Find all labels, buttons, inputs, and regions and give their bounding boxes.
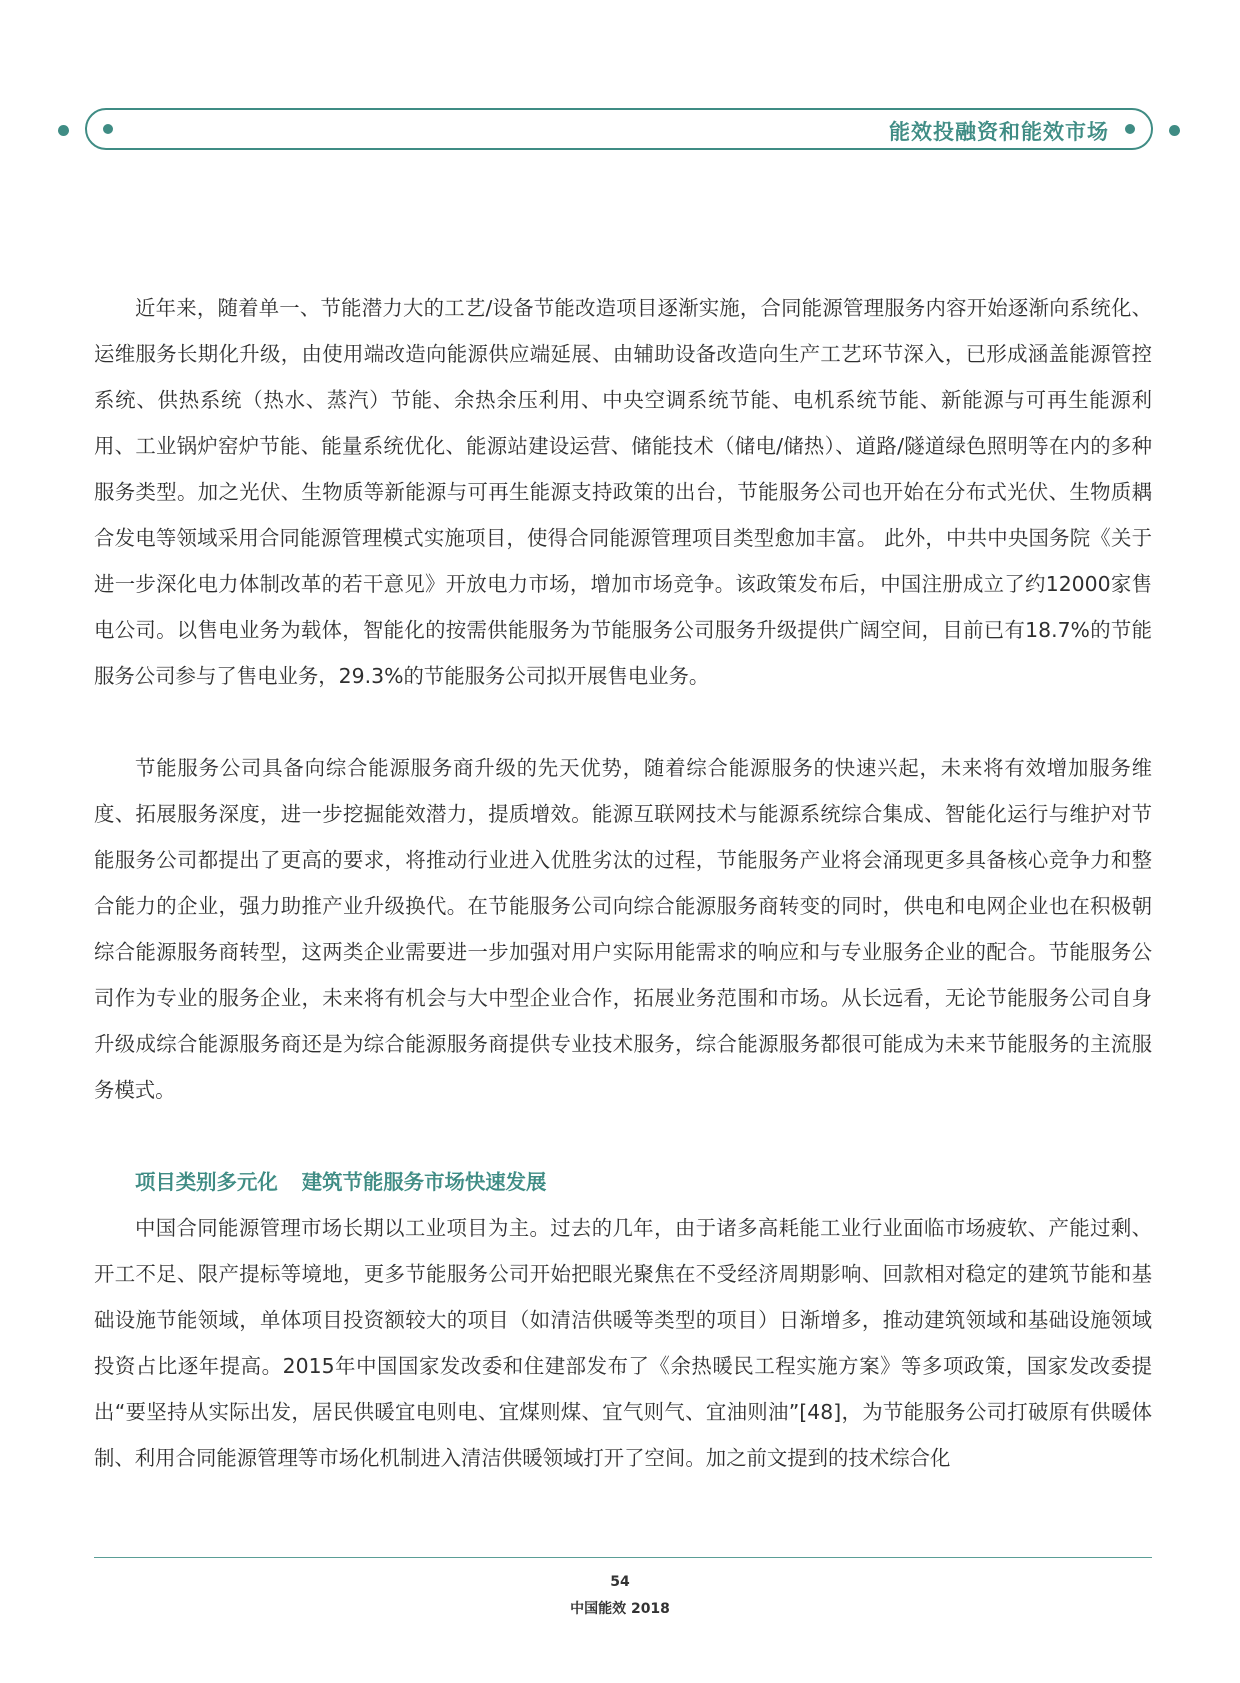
section-heading-part-2: 建筑节能服务市场快速发展	[301, 1170, 547, 1194]
page-body	[94, 285, 1152, 1481]
header-left-dot-icon	[58, 125, 69, 136]
header-pill	[85, 108, 1153, 150]
paragraph-2: 节能服务公司具备向综合能源服务商升级的先天优势，随着综合能源服务的快速兴起，未来将有效增加服务维度、拓展服务深度，进一步挖掘能效潜力，提质增效。能源互联网技术与能源系统综合集成、智能化运行与维护对节能服务公司都提出了更高的要求，将推动行业进入优胜劣汰的过程，节能服务产业将会涌现更多具备核心竞争力和整合能力的企业，强力助推产业升级换代。在节能服务公司向综合能源服务商转变的同时，供电和电网企业也在积极朝综合能源服务商转型，这两类企业需要进一步加强对用户实际用能需求的响应和与专业服务企业的配合。节能服务公司作为专业的服务企业，未来将有机会与大中型企业合作，拓展业务范围和市场。从长远看，无论节能服务公司自身升级成综合能源服务商还是为综合能源服务商提供专业技术服务，综合能源服务都很可能成为未来节能服务的主流服务模式。	[94, 756, 1152, 1102]
section-heading-part-1: 项目类别多元化	[135, 1170, 278, 1194]
footer-divider	[94, 1557, 1152, 1558]
header-inner-right-dot-icon	[1125, 124, 1135, 134]
paragraph-spacer	[94, 1113, 1152, 1159]
paragraph-spacer	[94, 699, 1152, 745]
header-inner-left-dot-icon	[103, 124, 113, 134]
header-title: 能效投融资和能效市场	[889, 120, 1109, 144]
page-header	[58, 108, 1180, 154]
paragraph-1: 近年来，随着单一、节能潜力大的工艺/设备节能改造项目逐渐实施，合同能源管理服务内容开始逐渐向系统化、运维服务长期化升级，由使用端改造向能源供应端延展、由辅助设备改造向生产工艺环节深入，已形成涵盖能源管控系统、供热系统（热水、蒸汽）节能、余热余压利用、中央空调系统节能、电机系统节能、新能源与可再生能源利用、工业锅炉窑炉节能、能量系统优化、能源站建设运营、储能技术（储电/储热）、道路/隧道绿色照明等在内的多种服务类型。加之光伏、生物质等新能源与可再生能源支持政策的出台，节能服务公司也开始在分布式光伏、生物质耦合发电等领域采用合同能源管理模式实施项目，使得合同能源管理项目类型愈加丰富。 此外，中共中央国务院《关于进一步深化电力体制改革的若干意见》开放电力市场，增加市场竞争。该政策发布后，中国注册成立了约12000家售电公司。以售电业务为载体，智能化的按需供能服务为节能服务公司服务升级提供广阔空间，目前已有18.7%的节能服务公司参与了售电业务，29.3%的节能服务公司拟开展售电业务。	[94, 296, 1152, 688]
publication-name: 中国能效 2018	[570, 1601, 670, 1617]
page-number: 54	[610, 1574, 630, 1590]
header-right-dot-icon	[1169, 125, 1180, 136]
section-heading	[94, 1159, 1152, 1205]
paragraph-3: 中国合同能源管理市场长期以工业项目为主。过去的几年，由于诸多高耗能工业行业面临市场疲软、产能过剩、开工不足、限产提标等境地，更多节能服务公司开始把眼光聚焦在不受经济周期影响、回款相对稳定的建筑节能和基础设施节能领域，单体项目投资额较大的项目（如清洁供暖等类型的项目）日渐增多，推动建筑领域和基础设施领域投资占比逐年提高。2015年中国国家发改委和住建部发布了《余热暖民工程实施方案》等多项政策，国家发改委提出“要坚持从实际出发，居民供暖宜电则电、宜煤则煤、宜气则气、宜油则油”[48]，为节能服务公司打破原有供暖体制、利用合同能源管理等市场化机制进入清洁供暖领域打开了空间。加之前文提到的技术综合化	[94, 1216, 1152, 1470]
